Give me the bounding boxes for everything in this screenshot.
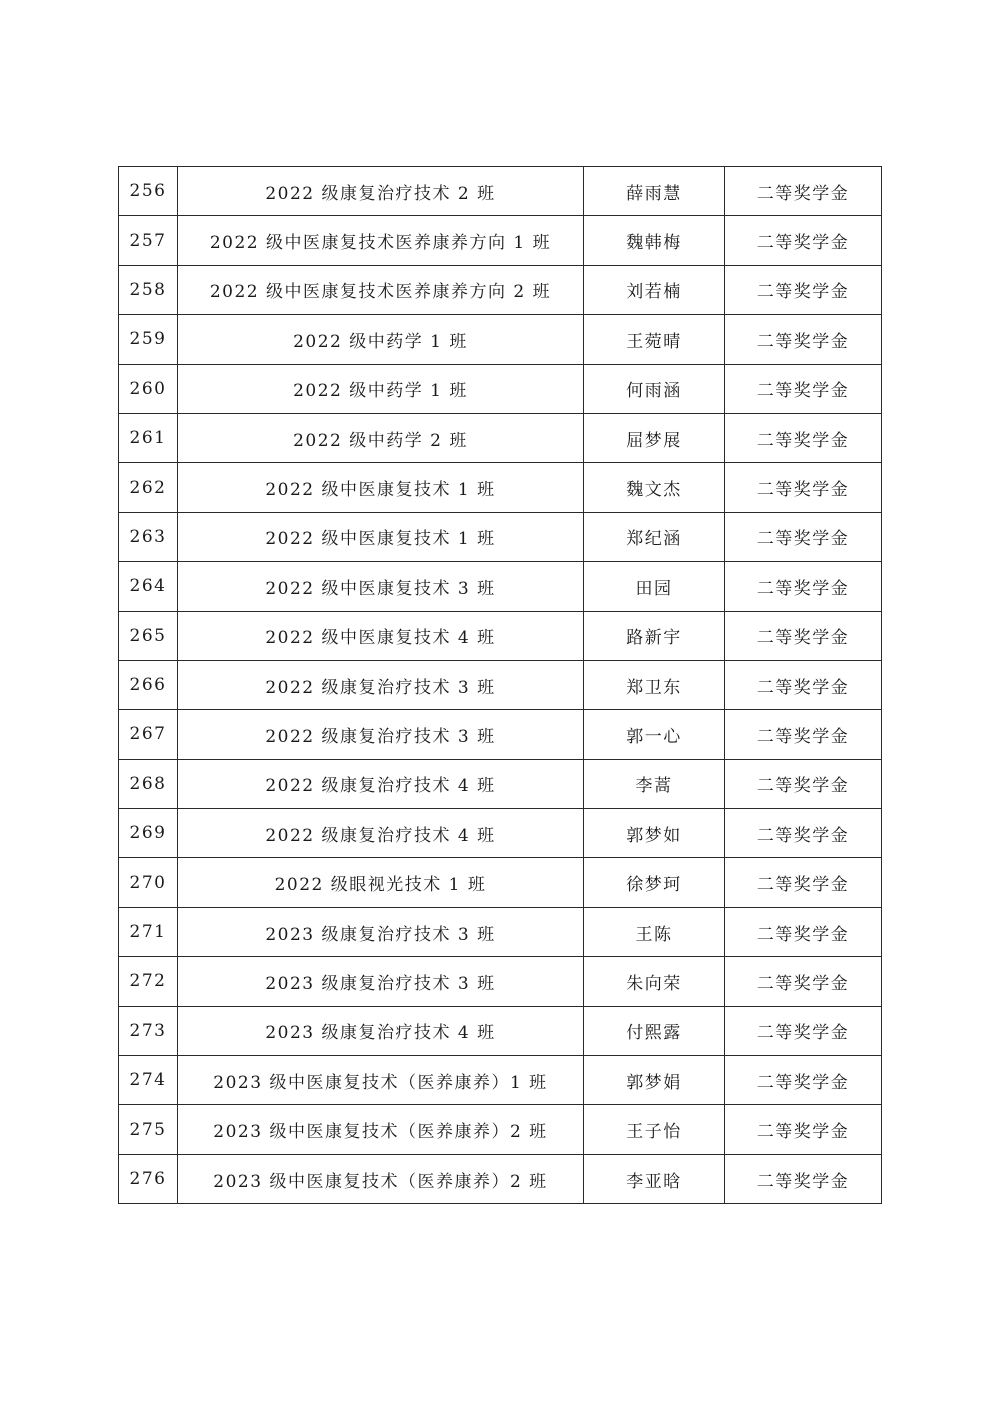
table-row [119, 1056, 882, 1105]
award-level-cell: 二等奖学金 [725, 315, 882, 364]
class-name-cell: 2022 级眼视光技术 1 班 [178, 858, 584, 907]
class-name-cell: 2022 级中药学 1 班 [178, 315, 584, 364]
table-row [119, 315, 882, 364]
class-name-cell: 2023 级康复治疗技术 3 班 [178, 907, 584, 956]
award-level-cell: 二等奖学金 [725, 660, 882, 709]
table-row [119, 858, 882, 907]
class-name-cell: 2022 级康复治疗技术 4 班 [178, 809, 584, 858]
student-name-cell: 郑纪涵 [584, 512, 725, 561]
award-level-cell: 二等奖学金 [725, 364, 882, 413]
table-row [119, 265, 882, 314]
award-level-cell: 二等奖学金 [725, 1056, 882, 1105]
row-number-cell: 262 [119, 463, 178, 512]
class-name-cell: 2022 级中医康复技术 1 班 [178, 463, 584, 512]
class-name-cell: 2022 级中医康复技术医养康养方向 1 班 [178, 216, 584, 265]
row-number-cell: 257 [119, 216, 178, 265]
award-level-cell: 二等奖学金 [725, 1006, 882, 1055]
class-name-cell: 2023 级中医康复技术（医养康养）1 班 [178, 1056, 584, 1105]
student-name-cell: 刘若楠 [584, 265, 725, 314]
row-number-cell: 276 [119, 1154, 178, 1203]
student-name-cell: 郭梦娟 [584, 1056, 725, 1105]
class-name-cell: 2023 级中医康复技术（医养康养）2 班 [178, 1105, 584, 1154]
row-number-cell: 265 [119, 611, 178, 660]
scholarship-table [118, 166, 882, 1204]
row-number-cell: 261 [119, 413, 178, 462]
student-name-cell: 朱向荣 [584, 957, 725, 1006]
student-name-cell: 路新宇 [584, 611, 725, 660]
table-row [119, 660, 882, 709]
class-name-cell: 2022 级康复治疗技术 2 班 [178, 167, 584, 216]
row-number-cell: 263 [119, 512, 178, 561]
row-number-cell: 258 [119, 265, 178, 314]
table-row [119, 364, 882, 413]
table-row [119, 1154, 882, 1203]
row-number-cell: 264 [119, 562, 178, 611]
table-row [119, 413, 882, 462]
row-number-cell: 267 [119, 710, 178, 759]
class-name-cell: 2022 级中药学 2 班 [178, 413, 584, 462]
student-name-cell: 魏文杰 [584, 463, 725, 512]
award-level-cell: 二等奖学金 [725, 710, 882, 759]
row-number-cell: 270 [119, 858, 178, 907]
row-number-cell: 259 [119, 315, 178, 364]
award-level-cell: 二等奖学金 [725, 413, 882, 462]
table-row [119, 759, 882, 808]
student-name-cell: 屈梦展 [584, 413, 725, 462]
class-name-cell: 2023 级康复治疗技术 3 班 [178, 957, 584, 1006]
student-name-cell: 王子怡 [584, 1105, 725, 1154]
class-name-cell: 2022 级中医康复技术 3 班 [178, 562, 584, 611]
row-number-cell: 275 [119, 1105, 178, 1154]
table-row [119, 809, 882, 858]
student-name-cell: 王陈 [584, 907, 725, 956]
row-number-cell: 268 [119, 759, 178, 808]
class-name-cell: 2022 级康复治疗技术 4 班 [178, 759, 584, 808]
student-name-cell: 田园 [584, 562, 725, 611]
award-level-cell: 二等奖学金 [725, 858, 882, 907]
award-level-cell: 二等奖学金 [725, 809, 882, 858]
table-row [119, 1006, 882, 1055]
award-level-cell: 二等奖学金 [725, 216, 882, 265]
table-row [119, 463, 882, 512]
class-name-cell: 2023 级康复治疗技术 4 班 [178, 1006, 584, 1055]
award-level-cell: 二等奖学金 [725, 957, 882, 1006]
student-name-cell: 郭梦如 [584, 809, 725, 858]
award-level-cell: 二等奖学金 [725, 1154, 882, 1203]
student-name-cell: 薛雨慧 [584, 167, 725, 216]
student-name-cell: 付熙露 [584, 1006, 725, 1055]
award-level-cell: 二等奖学金 [725, 611, 882, 660]
award-level-cell: 二等奖学金 [725, 265, 882, 314]
row-number-cell: 260 [119, 364, 178, 413]
student-name-cell: 李蒿 [584, 759, 725, 808]
award-level-cell: 二等奖学金 [725, 562, 882, 611]
table-row [119, 1105, 882, 1154]
award-level-cell: 二等奖学金 [725, 759, 882, 808]
row-number-cell: 271 [119, 907, 178, 956]
student-name-cell: 何雨涵 [584, 364, 725, 413]
table-row [119, 216, 882, 265]
student-name-cell: 郭一心 [584, 710, 725, 759]
student-name-cell: 郑卫东 [584, 660, 725, 709]
row-number-cell: 273 [119, 1006, 178, 1055]
table-row [119, 167, 882, 216]
class-name-cell: 2023 级中医康复技术（医养康养）2 班 [178, 1154, 584, 1203]
student-name-cell: 徐梦珂 [584, 858, 725, 907]
award-level-cell: 二等奖学金 [725, 512, 882, 561]
row-number-cell: 272 [119, 957, 178, 1006]
student-name-cell: 李亚晗 [584, 1154, 725, 1203]
award-level-cell: 二等奖学金 [725, 463, 882, 512]
student-name-cell: 王菀晴 [584, 315, 725, 364]
award-level-cell: 二等奖学金 [725, 1105, 882, 1154]
table-row [119, 562, 882, 611]
student-name-cell: 魏韩梅 [584, 216, 725, 265]
award-level-cell: 二等奖学金 [725, 907, 882, 956]
class-name-cell: 2022 级康复治疗技术 3 班 [178, 660, 584, 709]
award-level-cell: 二等奖学金 [725, 167, 882, 216]
table-row [119, 907, 882, 956]
class-name-cell: 2022 级中药学 1 班 [178, 364, 584, 413]
table-row [119, 710, 882, 759]
table-body [119, 167, 882, 1204]
row-number-cell: 269 [119, 809, 178, 858]
row-number-cell: 266 [119, 660, 178, 709]
table-row [119, 957, 882, 1006]
table-row [119, 611, 882, 660]
class-name-cell: 2022 级中医康复技术 4 班 [178, 611, 584, 660]
row-number-cell: 274 [119, 1056, 178, 1105]
table-row [119, 512, 882, 561]
row-number-cell: 256 [119, 167, 178, 216]
class-name-cell: 2022 级康复治疗技术 3 班 [178, 710, 584, 759]
class-name-cell: 2022 级中医康复技术医养康养方向 2 班 [178, 265, 584, 314]
class-name-cell: 2022 级中医康复技术 1 班 [178, 512, 584, 561]
